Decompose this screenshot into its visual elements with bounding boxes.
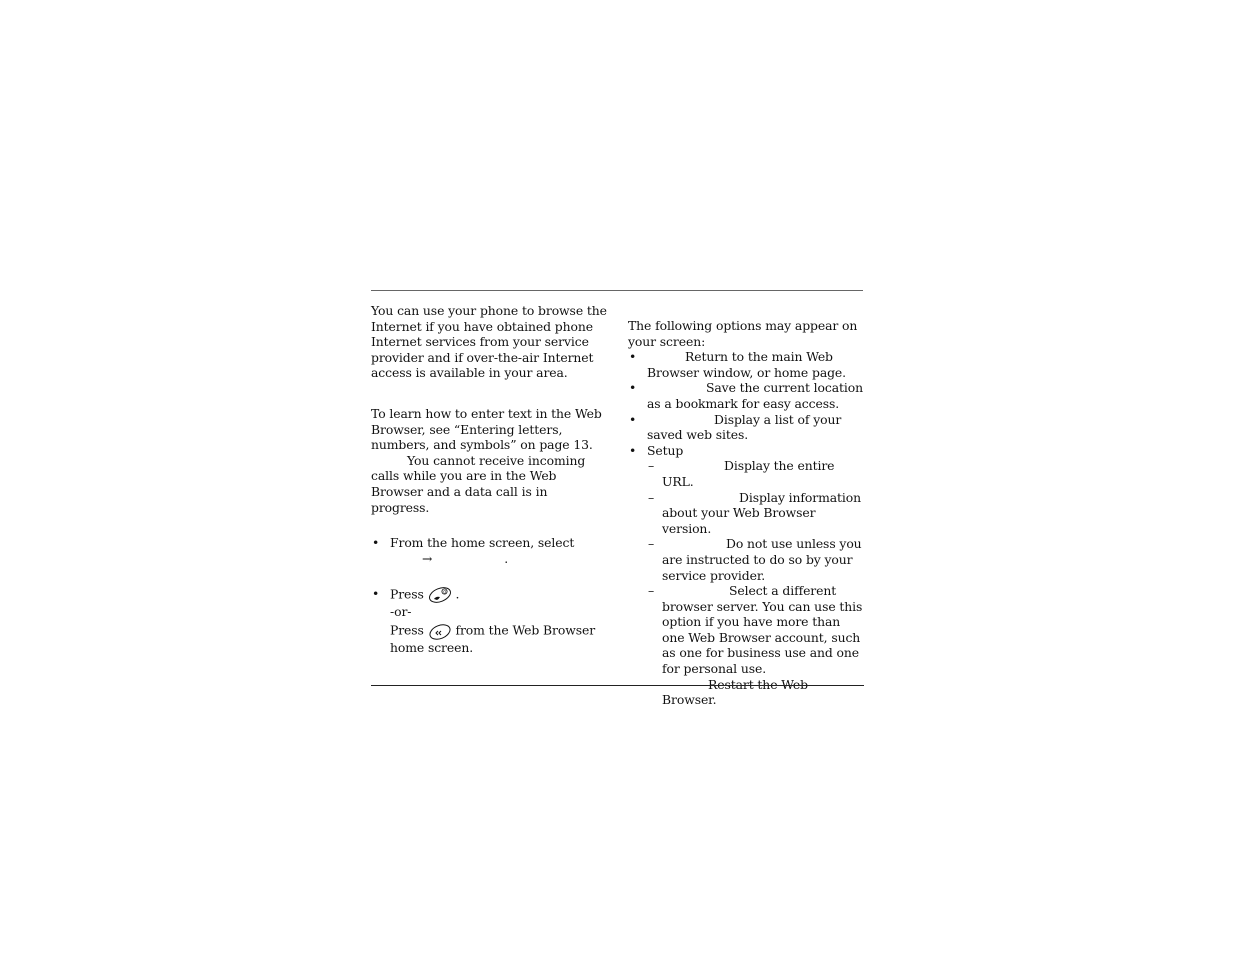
option-mark-site: • Save the current location as a bookmark for easy access. xyxy=(629,380,864,411)
bullet-mark: • xyxy=(372,586,380,602)
start-step-line1: From the home screen, select xyxy=(390,535,575,551)
text-entry-paragraph: To learn how to enter text in the Web Browser, see “Entering letters, numbers, and symbols” on page 13. xyxy=(371,405,602,453)
press-tail-2: home screen. xyxy=(390,639,474,655)
press-label-2: Press xyxy=(390,622,424,638)
top-rule xyxy=(371,290,863,291)
setup-select-server: – Select a different browser server. You can use this option if you have more than one Web Browser account, such as one for business use and one for personal use. xyxy=(648,583,863,677)
svg-text:0: 0 xyxy=(442,590,446,596)
option-bookmarks: • Display a list of your saved web sites. xyxy=(629,411,842,443)
options-intro: The following options may appear on your screen: xyxy=(628,318,858,349)
setup-show-url: – Display the entire URL. xyxy=(648,458,835,489)
intro-paragraph: You can use your phone to browse the Internet if you have obtained phone Internet services from your service provider and if over-the-air Internet access is available in your area. xyxy=(371,303,607,381)
setup-restart: – Restart the Web Browser. xyxy=(648,676,808,708)
press-label: Press xyxy=(390,586,424,602)
option-home: • Return to the main Web Browser window, or home page. xyxy=(629,349,847,380)
back-key-icon xyxy=(428,622,452,640)
setup-about: – Display information about your Web Browser version. xyxy=(648,489,862,536)
bottom-rule xyxy=(371,685,864,686)
or-separator: -or- xyxy=(390,604,412,620)
bullet-mark: • xyxy=(372,535,380,551)
setup-advanced: – Do not use unless you are instructed to do so by your service provider. xyxy=(648,536,862,583)
start-step-period: . xyxy=(504,550,509,566)
exit-browser-step xyxy=(371,586,607,655)
note-text: You cannot receive incoming calls while you are in the Web Browser and a data call is in progress. xyxy=(371,452,586,515)
press-period: . xyxy=(455,586,460,602)
option-setup: • Setup xyxy=(629,442,684,458)
note-paragraph xyxy=(371,453,607,515)
left-column xyxy=(371,303,607,656)
menu-arrow: → xyxy=(422,550,433,566)
start-browser-step xyxy=(371,535,607,566)
right-column xyxy=(628,318,864,708)
press-tail: from the Web Browser xyxy=(455,622,596,638)
end-call-key-icon xyxy=(428,586,452,604)
